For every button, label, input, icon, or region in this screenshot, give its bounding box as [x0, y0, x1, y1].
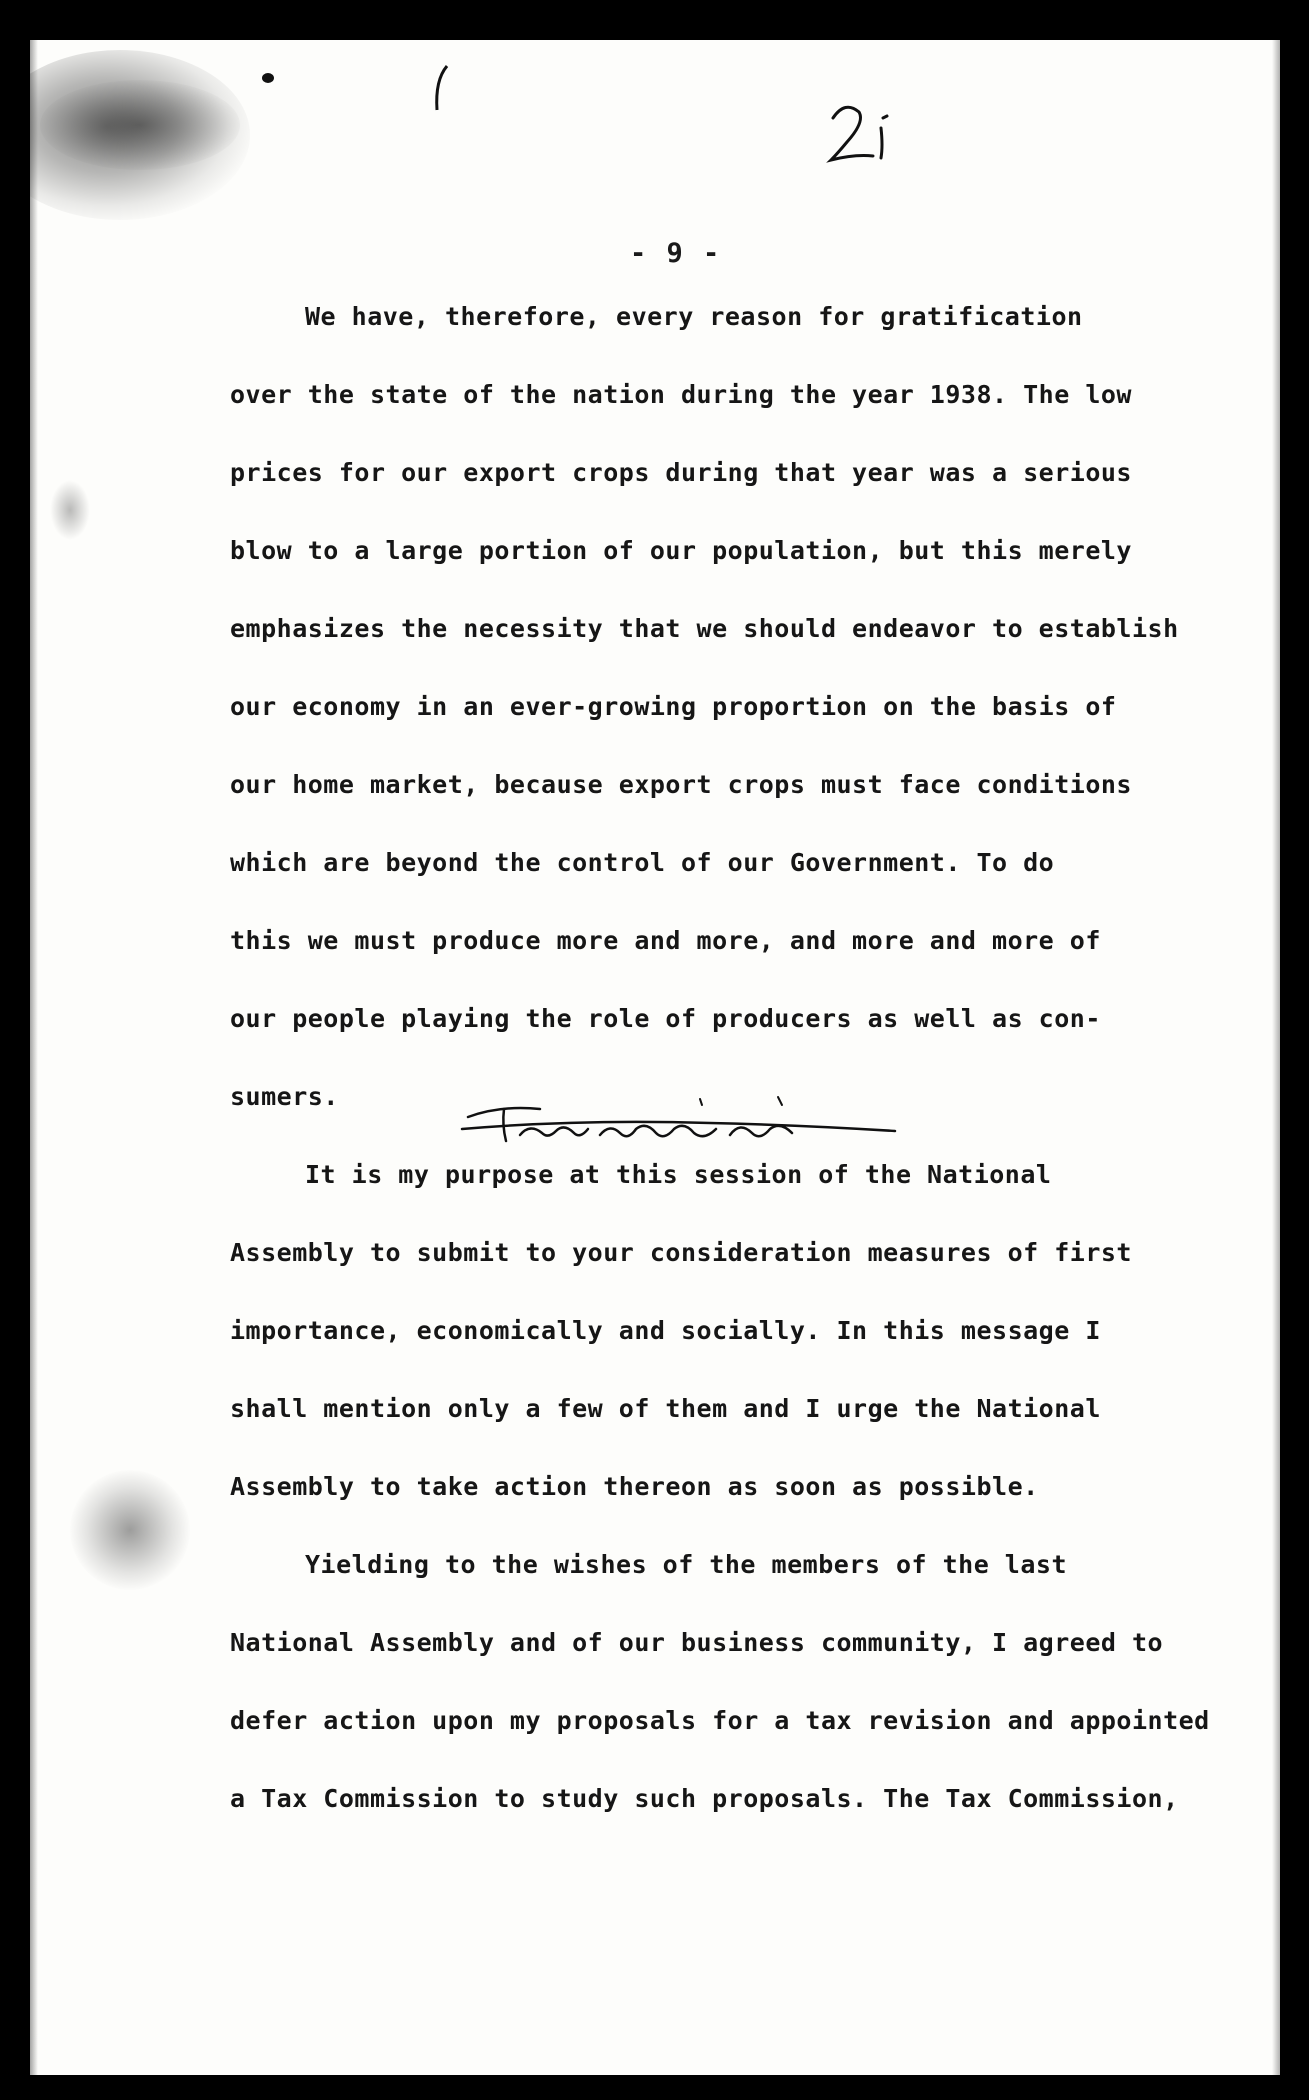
- page-number: - 9 -: [630, 238, 722, 269]
- text-line: our economy in an ever-growing proportion on the basis of: [230, 692, 1117, 721]
- text-line: defer action upon my proposals for a tax revision and appointed: [230, 1706, 1210, 1735]
- text-line: importance, economically and socially. In this message I: [230, 1316, 1101, 1345]
- text-line: Yielding to the wishes of the members of the last: [305, 1550, 1068, 1579]
- text-line: our home market, because export crops must face conditions: [230, 770, 1132, 799]
- text-line: sumers.: [230, 1082, 339, 1111]
- document-page: [30, 40, 1280, 2075]
- text-line: We have, therefore, every reason for gratification: [305, 302, 1083, 331]
- text-line: National Assembly and of our business community, I agreed to: [230, 1628, 1164, 1657]
- body-text: [30, 40, 1280, 2075]
- text-line: over the state of the nation during the year 1938. The low: [230, 380, 1132, 409]
- text-line: a Tax Commission to study such proposals. The Tax Commission,: [230, 1784, 1179, 1813]
- text-line: our people playing the role of producers as well as con-: [230, 1004, 1101, 1033]
- text-line: shall mention only a few of them and I urge the National: [230, 1394, 1101, 1423]
- text-line: blow to a large portion of our population, but this merely: [230, 536, 1132, 565]
- text-line: Assembly to take action thereon as soon as possible.: [230, 1472, 1039, 1501]
- text-line: It is my purpose at this session of the National: [305, 1160, 1052, 1189]
- text-line: which are beyond the control of our Government. To do: [230, 848, 1055, 877]
- text-line: prices for our export crops during that year was a serious: [230, 458, 1132, 487]
- text-line: Assembly to submit to your consideration measures of first: [230, 1238, 1132, 1267]
- text-line: this we must produce more and more, and more and more of: [230, 926, 1101, 955]
- text-line: emphasizes the necessity that we should endeavor to establish: [230, 614, 1179, 643]
- handwritten-strikeout-annotation: [460, 1095, 900, 1150]
